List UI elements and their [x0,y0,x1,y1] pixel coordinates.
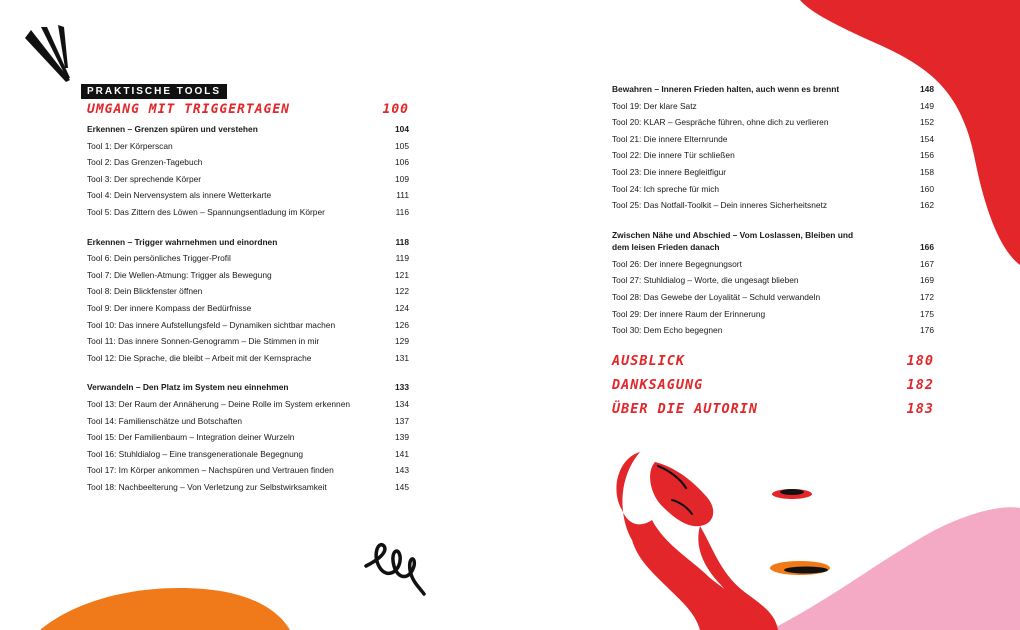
item-page: 149 [920,100,934,111]
item-page: 131 [395,352,409,363]
item-title: Tool 5: Das Zittern des Löwen – Spannungsentladung im Körper [87,206,325,217]
item-page: 105 [395,140,409,151]
section-page: 118 [395,236,409,247]
toc-author-entry[interactable] [612,401,934,417]
extra-page: 180 [906,352,934,369]
item-page: 162 [920,200,934,211]
toc-section-heading[interactable] [612,229,934,253]
extra-title: DANKSAGUNG [612,376,704,393]
toc-item[interactable] [87,283,409,300]
item-title: Tool 17: Im Körper ankommen – Nachspüren und Vertrauen finden [87,465,334,476]
item-title: Tool 25: Das Notfall-Toolkit – Dein inneres Sicherheitsnetz [612,200,828,211]
toc-extras [612,353,934,417]
item-title: Tool 18: Nachbeelterung – Von Verletzung zur Selbstwirksamkeit [87,481,327,492]
item-page: 145 [395,481,409,492]
item-title: Tool 16: Stuhldialog – Eine transgenerationale Begegnung [87,448,304,459]
item-page: 143 [395,465,409,476]
item-title: Tool 13: Der Raum der Annäherung – Deine Rolle im System erkennen [87,398,351,409]
toc-right-column [612,81,934,425]
toc-item[interactable] [87,171,409,188]
item-title: Tool 22: Die innere Tür schließen [612,150,735,161]
item-title: Tool 20: KLAR – Gespräche führen, ohne dich zu verlieren [612,117,829,128]
item-page: 175 [920,308,934,319]
toc-section-heading[interactable] [87,379,409,396]
item-page: 126 [395,319,409,330]
toc-item[interactable] [87,317,409,334]
toc-section-heading[interactable] [612,81,934,98]
toc-item[interactable] [87,479,409,496]
section-badge: PRAKTISCHE TOOLS [81,84,227,99]
item-page: 141 [395,448,409,459]
toc-item[interactable] [612,256,934,273]
main-page-number: 100 [382,102,409,117]
toc-thanks-entry[interactable] [612,377,934,393]
toc-item[interactable] [87,250,409,267]
item-title: Tool 11: Das innere Sonnen-Genogramm – Die Stimmen in mir [87,336,320,347]
extra-title: ÜBER DIE AUTORIN [612,400,759,417]
toc-item[interactable] [87,350,409,367]
toc-item[interactable] [87,333,409,350]
toc-left-column [87,81,409,495]
toc-item[interactable] [87,204,409,221]
item-page: 176 [920,325,934,336]
toc-item[interactable] [87,396,409,413]
item-page: 121 [395,269,409,280]
toc-item[interactable] [87,154,409,171]
toc-item[interactable] [612,164,934,181]
item-title: Tool 15: Der Familienbaum – Integration deiner Wurzeln [87,432,295,443]
toc-item[interactable] [612,322,934,339]
item-page: 160 [920,183,934,194]
item-title: Tool 4: Dein Nervensystem als innere Wetterkarte [87,190,272,201]
extra-title: AUSBLICK [612,352,686,369]
orange-blob-shape [40,588,290,630]
item-title: Tool 9: Der innere Kompass der Bedürfnisse [87,302,252,313]
item-title: Tool 12: Die Sprache, die bleibt – Arbeit mit der Kernsprache [87,352,312,363]
item-page: 106 [395,157,409,168]
item-title: Tool 7: Die Wellen-Atmung: Trigger als Bewegung [87,269,272,280]
toc-item[interactable] [87,267,409,284]
toc-item[interactable] [87,138,409,155]
item-title: Tool 19: Der klare Satz [612,100,697,111]
item-title: Tool 6: Dein persönliches Trigger-Profil [87,253,231,264]
item-title: Tool 10: Das innere Aufstellungsfeld – Dynamiken sichtbar machen [87,319,336,330]
item-title: Tool 28: Das Gewebe der Loyalität – Schuld verwandeln [612,291,821,302]
item-title: Tool 1: Der Körperscan [87,140,173,151]
toc-item[interactable] [612,197,934,214]
toc-item[interactable] [612,306,934,323]
toc-item[interactable] [87,187,409,204]
item-title: Tool 14: Familienschätze und Botschaften [87,415,243,426]
section-page: 166 [920,241,934,252]
item-title: Tool 8: Dein Blickfenster öffnen [87,286,203,297]
item-page: 122 [395,286,409,297]
toc-item[interactable] [612,147,934,164]
item-page: 139 [395,432,409,443]
item-title: Tool 30: Dem Echo begegnen [612,325,723,336]
section-title: Verwandeln – Den Platz im System neu einnehmen [87,382,289,393]
item-page: 154 [920,133,934,144]
item-title: Tool 29: Der innere Raum der Erinnerung [612,308,766,319]
toc-section-heading[interactable] [87,234,409,251]
item-page: 124 [395,302,409,313]
extra-page: 182 [906,376,934,393]
item-title: Tool 23: Die innere Begleitfigur [612,166,727,177]
section-title: Erkennen – Trigger wahrnehmen und einordnen [87,236,278,247]
item-page: 167 [920,258,934,269]
extra-page: 183 [906,400,934,417]
squiggle-icon [366,545,424,594]
section-page: 104 [395,124,409,134]
brush-strokes-icon [25,25,70,82]
toc-section-heading[interactable] [87,121,409,138]
toc-item[interactable] [612,289,934,306]
item-page: 158 [920,166,934,177]
toc-item[interactable] [87,429,409,446]
item-title: Tool 24: Ich spreche für mich [612,183,720,194]
section-title: Bewahren – Inneren Frieden halten, auch wenn es brennt [612,84,840,94]
item-title: Tool 3: Der sprechende Körper [87,173,202,184]
item-page: 116 [395,206,409,217]
item-page: 152 [920,117,934,128]
item-title: Tool 26: Der innere Begegnungsort [612,258,742,269]
item-title: Tool 2: Das Grenzen-Tagebuch [87,157,203,168]
item-page: 119 [395,253,409,264]
item-page: 134 [395,398,409,409]
toc-item[interactable] [87,300,409,317]
item-page: 109 [395,173,409,184]
toc-item[interactable] [612,131,934,148]
item-page: 172 [920,291,934,302]
item-page: 137 [395,415,409,426]
toc-item[interactable] [612,114,934,131]
main-title: UMGANG MIT TRIGGERTAGEN [87,102,291,117]
section-title: Zwischen Nähe und Abschied – Vom Loslassen, Bleiben und dem leisen Frieden danach [612,229,854,252]
section-page: 133 [395,382,409,393]
section-page: 148 [920,84,934,94]
item-page: 169 [920,275,934,286]
toc-outlook-entry[interactable] [612,353,934,369]
item-title: Tool 21: Die innere Elternrunde [612,133,728,144]
toc-item[interactable] [612,181,934,198]
item-page: 129 [395,336,409,347]
toc-item[interactable] [87,446,409,463]
woman-illustration-icon [616,452,830,630]
section-title: Erkennen – Grenzen spüren und verstehen [87,124,258,134]
toc-main-entry[interactable] [87,102,409,117]
toc-item[interactable] [612,272,934,289]
item-page: 111 [396,190,409,201]
toc-item[interactable] [87,462,409,479]
toc-item[interactable] [612,98,934,115]
item-page: 156 [920,150,934,161]
toc-item[interactable] [87,413,409,430]
item-title: Tool 27: Stuhldialog – Worte, die ungesagt blieben [612,275,799,286]
